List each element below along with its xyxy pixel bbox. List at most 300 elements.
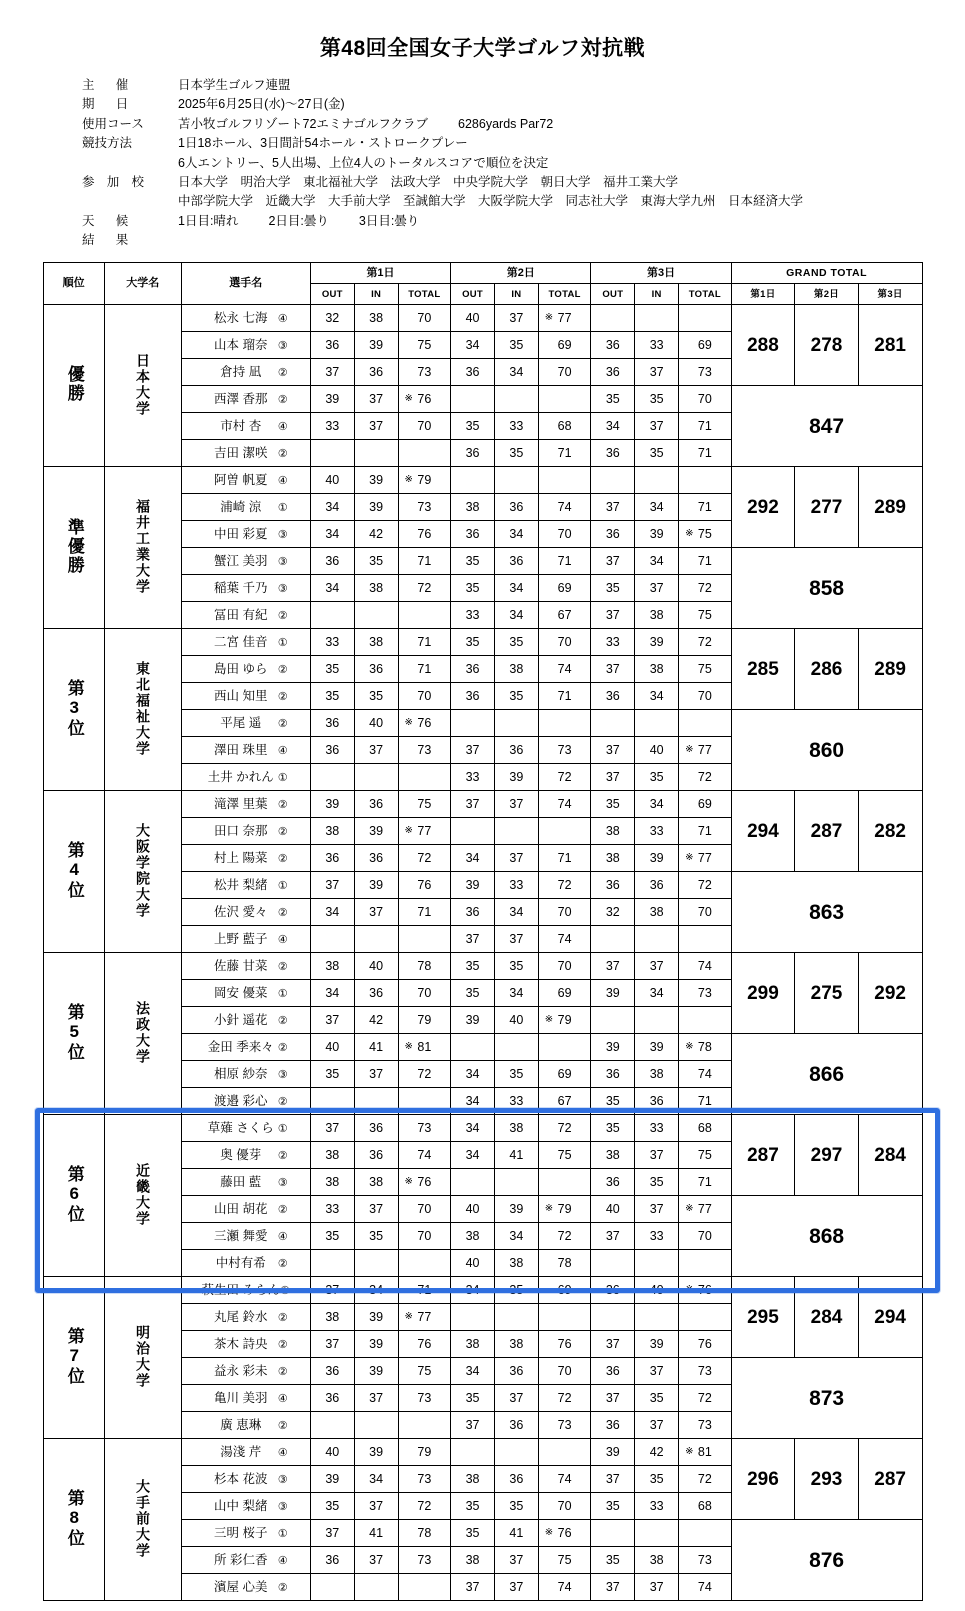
score-cell (591, 710, 635, 737)
info-row-result (82, 231, 935, 250)
score-total-cell (679, 791, 732, 818)
score-cell (354, 1250, 398, 1277)
score-value: 42 (369, 527, 384, 542)
score-cell (310, 872, 354, 899)
score-value: 36 (325, 338, 340, 353)
rank-label: 第4位 (64, 840, 84, 900)
score-value: 37 (649, 1148, 664, 1163)
score-total-cell (679, 359, 732, 386)
score-value: 38 (649, 662, 664, 677)
score-total-cell (538, 710, 591, 737)
score-cell (451, 980, 495, 1007)
player-grade: ① (277, 987, 288, 1000)
score-value: 35 (325, 662, 340, 677)
info-row-format (82, 134, 935, 153)
score-value: 38 (465, 1337, 480, 1352)
score-value: 71 (557, 446, 572, 461)
score-total-cell (679, 1466, 732, 1493)
score-cell (354, 1385, 398, 1412)
score-total-cell (398, 494, 451, 521)
player-grade: ② (277, 1311, 288, 1324)
score-value: 37 (325, 365, 340, 380)
score-cell (635, 386, 679, 413)
score-value: 77 (697, 851, 712, 866)
score-value: 36 (509, 554, 524, 569)
score-cell (451, 1196, 495, 1223)
score-value: 33 (649, 1229, 664, 1244)
score-total-cell (679, 1547, 732, 1574)
score-total-cell (538, 440, 591, 467)
score-cell (451, 1061, 495, 1088)
score-cell (635, 1250, 679, 1277)
player-name-cell (181, 1520, 310, 1547)
score-cell (451, 1574, 495, 1601)
score-cell (591, 1304, 635, 1331)
score-value: 71 (697, 1175, 712, 1190)
score-value: 41 (369, 1526, 384, 1541)
score-total-cell (679, 1358, 732, 1385)
player-name: 萩生田 みらん (201, 1282, 281, 1297)
info-row-weather (82, 212, 935, 231)
score-cell (310, 1547, 354, 1574)
excluded-score-mark: ※ (404, 825, 413, 837)
score-value: 42 (649, 1445, 664, 1460)
player-name: 三明 桜子 (214, 1525, 268, 1540)
score-value: 37 (605, 1229, 620, 1244)
score-cell (635, 1574, 679, 1601)
th-gt-d3: 第3日 (858, 284, 922, 305)
player-grade: ② (277, 825, 288, 838)
score-cell (451, 1358, 495, 1385)
score-cell (635, 1034, 679, 1061)
table-row (43, 1115, 922, 1142)
score-total-cell (398, 1520, 451, 1547)
score-cell (354, 899, 398, 926)
player-name: 佐藤 甘菜 (214, 958, 268, 973)
score-total-cell (398, 710, 451, 737)
score-total-cell (679, 656, 732, 683)
player-name: 所 彩仁香 (214, 1552, 268, 1567)
score-cell (591, 656, 635, 683)
score-value: 38 (649, 905, 664, 920)
player-grade: ③ (277, 339, 288, 352)
player-name: 三瀬 舞愛 (214, 1228, 268, 1243)
score-cell (310, 737, 354, 764)
player-grade: ④ (277, 933, 288, 946)
score-total-cell (538, 1088, 591, 1115)
score-cell (451, 1466, 495, 1493)
score-value: 76 (417, 878, 432, 893)
excluded-score-mark: ※ (544, 1203, 554, 1215)
grand-total-day-3: 281 (858, 305, 922, 386)
score-total-cell (398, 359, 451, 386)
score-value: 35 (465, 1526, 480, 1541)
score-value: 67 (557, 608, 572, 623)
score-cell (354, 1493, 398, 1520)
score-total-cell (538, 1358, 591, 1385)
score-cell (635, 737, 679, 764)
score-value: 38 (509, 662, 524, 677)
score-value: 71 (697, 1094, 712, 1109)
score-value: 38 (649, 608, 664, 623)
score-value: 72 (697, 1391, 712, 1406)
player-name-cell (181, 575, 310, 602)
score-value: 35 (605, 1499, 620, 1514)
player-name: 金田 季来々 (207, 1039, 274, 1054)
score-value: 78 (417, 1526, 432, 1541)
info-row-schools (82, 173, 935, 192)
player-name: 土井 かれん (207, 769, 274, 784)
score-cell (635, 1007, 679, 1034)
score-cell (494, 1439, 538, 1466)
score-value: 40 (509, 1013, 524, 1028)
score-value: 37 (509, 1580, 524, 1595)
score-cell (451, 1169, 495, 1196)
score-value: 73 (697, 1418, 712, 1433)
score-total-cell (679, 1142, 732, 1169)
score-total-cell (538, 629, 591, 656)
score-cell (635, 710, 679, 737)
score-value: 34 (649, 689, 664, 704)
table-header-row-1 (43, 263, 922, 284)
score-total-cell (679, 1520, 732, 1547)
score-total-cell (538, 1385, 591, 1412)
player-grade: ② (277, 1365, 288, 1378)
score-value: 40 (649, 1283, 664, 1298)
score-value: 36 (325, 851, 340, 866)
score-cell (310, 899, 354, 926)
player-name: 廣 恵琳 (220, 1417, 262, 1432)
score-value: 71 (557, 851, 572, 866)
player-name-cell (181, 926, 310, 953)
score-value: 34 (509, 527, 524, 542)
score-value: 38 (465, 1472, 480, 1487)
score-total-cell (679, 764, 732, 791)
score-value: 37 (465, 1580, 480, 1595)
score-value: 78 (697, 1040, 712, 1055)
player-grade: ③ (277, 1068, 288, 1081)
player-name-cell (181, 1223, 310, 1250)
score-cell (494, 629, 538, 656)
player-name-cell (181, 791, 310, 818)
score-value: 39 (465, 1013, 480, 1028)
university-label: 近畿大学 (134, 1162, 151, 1227)
score-cell (494, 467, 538, 494)
excluded-score-mark: ※ (404, 717, 413, 729)
score-cell (494, 1358, 538, 1385)
score-value: 71 (697, 554, 712, 569)
score-value: 72 (557, 1391, 572, 1406)
score-value: 70 (417, 689, 432, 704)
score-total-cell (679, 1115, 732, 1142)
score-total-cell (679, 467, 732, 494)
score-value: 37 (509, 1391, 524, 1406)
score-cell (354, 1223, 398, 1250)
score-value: 75 (557, 1553, 572, 1568)
score-value: 38 (509, 1256, 524, 1271)
score-total-cell (538, 359, 591, 386)
player-name-cell (181, 494, 310, 521)
grand-total-day-2: 286 (795, 629, 859, 710)
score-value: 70 (697, 1229, 712, 1244)
score-total-cell (538, 1304, 591, 1331)
score-value: 37 (605, 959, 620, 974)
player-name-cell (181, 1331, 310, 1358)
player-grade: ① (277, 1527, 288, 1540)
score-cell (635, 1385, 679, 1412)
grand-total-day-2: 297 (795, 1115, 859, 1196)
score-value: 73 (697, 1364, 712, 1379)
score-value: 34 (649, 554, 664, 569)
score-value: 37 (605, 662, 620, 677)
weather-day3: 3日目:曇り (358, 213, 420, 228)
score-cell (494, 791, 538, 818)
score-total-cell (538, 1196, 591, 1223)
score-cell (591, 1547, 635, 1574)
score-total-cell (398, 980, 451, 1007)
score-value: 34 (369, 1283, 384, 1298)
score-cell (635, 440, 679, 467)
player-grade: ② (277, 1203, 288, 1216)
player-name-cell (181, 548, 310, 575)
score-cell (451, 818, 495, 845)
score-value: 37 (369, 1202, 384, 1217)
player-grade: ④ (277, 1230, 288, 1243)
score-cell (591, 1034, 635, 1061)
info-value: 日本学生ゴルフ連盟 (178, 78, 291, 92)
player-name-cell (181, 467, 310, 494)
score-value: 34 (465, 1364, 480, 1379)
score-cell (451, 359, 495, 386)
score-value: 38 (465, 1553, 480, 1568)
score-cell (310, 602, 354, 629)
score-total-cell (679, 1574, 732, 1601)
score-cell (354, 710, 398, 737)
score-cell (310, 548, 354, 575)
score-value: 40 (325, 473, 340, 488)
table-row (43, 953, 922, 980)
score-value: 71 (697, 824, 712, 839)
score-cell (494, 1115, 538, 1142)
university-label: 東北福祉大学 (134, 660, 151, 757)
score-value: 73 (697, 365, 712, 380)
score-value: 37 (509, 1553, 524, 1568)
score-cell (591, 1115, 635, 1142)
score-value: 39 (649, 635, 664, 650)
score-value: 35 (509, 959, 524, 974)
score-cell (635, 467, 679, 494)
player-name: 亀川 美羽 (214, 1390, 268, 1405)
score-total-cell (538, 1466, 591, 1493)
info-label: 参 加 校 (82, 174, 149, 189)
th-d3-in: IN (635, 284, 679, 305)
player-name-cell (181, 1007, 310, 1034)
info-value (178, 115, 935, 134)
score-value: 70 (697, 905, 712, 920)
player-name: 丸尾 鈴水 (214, 1309, 268, 1324)
score-value: 72 (557, 878, 572, 893)
score-value: 40 (465, 1202, 480, 1217)
score-value: 36 (465, 527, 480, 542)
score-value: 72 (417, 1067, 432, 1082)
player-name-cell (181, 953, 310, 980)
score-value: 70 (417, 986, 432, 1001)
score-value: 36 (509, 1472, 524, 1487)
score-total-cell (538, 521, 591, 548)
player-name: 倉持 凪 (220, 364, 262, 379)
score-value: 34 (465, 1283, 480, 1298)
player-name: 山中 梨緒 (214, 1498, 268, 1513)
score-cell (451, 1223, 495, 1250)
score-value: 36 (369, 365, 384, 380)
score-cell (451, 413, 495, 440)
player-grade: ① (277, 501, 288, 514)
score-value: 68 (557, 419, 572, 434)
th-d2-in: IN (494, 284, 538, 305)
score-cell (354, 413, 398, 440)
score-value: 35 (605, 581, 620, 596)
score-cell (591, 1061, 635, 1088)
score-cell (451, 764, 495, 791)
score-cell (494, 332, 538, 359)
score-value: 36 (369, 797, 384, 812)
score-cell (591, 1412, 635, 1439)
score-value: 37 (649, 1364, 664, 1379)
score-value: 37 (649, 365, 664, 380)
score-value: 37 (465, 932, 480, 947)
player-grade: ② (277, 1041, 288, 1054)
score-cell (635, 1439, 679, 1466)
score-cell (451, 1007, 495, 1034)
th-d2-out: OUT (451, 284, 495, 305)
score-cell (354, 629, 398, 656)
score-cell (354, 872, 398, 899)
score-value: 35 (509, 338, 524, 353)
score-total-cell (538, 899, 591, 926)
score-cell (591, 1439, 635, 1466)
score-value: 34 (509, 1229, 524, 1244)
score-value: 76 (417, 527, 432, 542)
score-cell (310, 1169, 354, 1196)
score-value: 35 (369, 1229, 384, 1244)
score-value: 68 (697, 1499, 712, 1514)
score-value: 37 (509, 797, 524, 812)
score-value: 71 (417, 905, 432, 920)
score-value: 73 (417, 1472, 432, 1487)
score-cell (310, 413, 354, 440)
score-cell (354, 1547, 398, 1574)
score-value: 39 (649, 851, 664, 866)
player-name-cell (181, 1034, 310, 1061)
score-value: 34 (325, 581, 340, 596)
score-total-cell (679, 1007, 732, 1034)
score-cell (310, 1277, 354, 1304)
score-cell (635, 764, 679, 791)
rank-cell (43, 791, 104, 953)
th-day3: 第3日 (591, 263, 731, 284)
score-value: 33 (649, 1121, 664, 1136)
score-value: 36 (605, 1067, 620, 1082)
score-value: 36 (369, 851, 384, 866)
grand-total-day-1: 292 (731, 467, 795, 548)
score-cell (635, 953, 679, 980)
score-value: 69 (557, 986, 572, 1001)
score-total-cell (538, 656, 591, 683)
score-total-cell (538, 980, 591, 1007)
excluded-score-mark: ※ (685, 528, 694, 540)
grand-total-sum: 866 (731, 1034, 922, 1115)
score-value: 69 (697, 338, 712, 353)
score-cell (354, 1142, 398, 1169)
player-grade: ② (277, 852, 288, 865)
score-total-cell (398, 1142, 451, 1169)
player-name-cell (181, 872, 310, 899)
score-total-cell (538, 386, 591, 413)
score-value: 33 (465, 770, 480, 785)
score-cell (591, 494, 635, 521)
score-value: 70 (557, 1364, 572, 1379)
score-cell (451, 791, 495, 818)
university-label: 明治大学 (134, 1324, 151, 1389)
score-value: 35 (465, 581, 480, 596)
score-cell (354, 1034, 398, 1061)
score-value: 36 (465, 905, 480, 920)
score-value: 79 (417, 1445, 432, 1460)
score-value: 79 (417, 473, 432, 488)
score-value: 35 (465, 1499, 480, 1514)
score-cell (494, 1466, 538, 1493)
player-grade: ④ (277, 474, 288, 487)
score-total-cell (398, 305, 451, 332)
score-value: 37 (325, 1013, 340, 1028)
score-cell (494, 980, 538, 1007)
score-cell (635, 1196, 679, 1223)
score-cell (354, 980, 398, 1007)
score-cell (591, 305, 635, 332)
score-value: 37 (325, 1526, 340, 1541)
player-name: 山本 瑠奈 (214, 337, 268, 352)
score-value: 70 (417, 311, 432, 326)
score-total-cell (679, 1196, 732, 1223)
score-value: 73 (697, 986, 712, 1001)
score-value: 71 (417, 554, 432, 569)
score-cell (635, 629, 679, 656)
grand-total-day-1: 295 (731, 1277, 795, 1358)
score-value: 72 (557, 1121, 572, 1136)
score-value: 38 (369, 581, 384, 596)
score-total-cell (679, 980, 732, 1007)
player-name: 岡安 優菜 (214, 985, 268, 1000)
player-grade: ② (277, 1338, 288, 1351)
th-grand-total: GRAND TOTAL (731, 263, 922, 284)
score-value: 34 (325, 527, 340, 542)
score-total-cell (398, 1466, 451, 1493)
score-total-cell (398, 1223, 451, 1250)
score-cell (451, 656, 495, 683)
score-value: 39 (605, 986, 620, 1001)
rank-label: 第3位 (64, 678, 84, 738)
score-total-cell (398, 1493, 451, 1520)
score-total-cell (679, 332, 732, 359)
score-value: 68 (697, 1121, 712, 1136)
score-value: 39 (649, 527, 664, 542)
score-cell (451, 845, 495, 872)
score-value: 71 (417, 1283, 432, 1298)
score-value: 35 (325, 1499, 340, 1514)
th-univ: 大学名 (104, 263, 181, 305)
score-total-cell (398, 332, 451, 359)
score-value: 37 (605, 1391, 620, 1406)
